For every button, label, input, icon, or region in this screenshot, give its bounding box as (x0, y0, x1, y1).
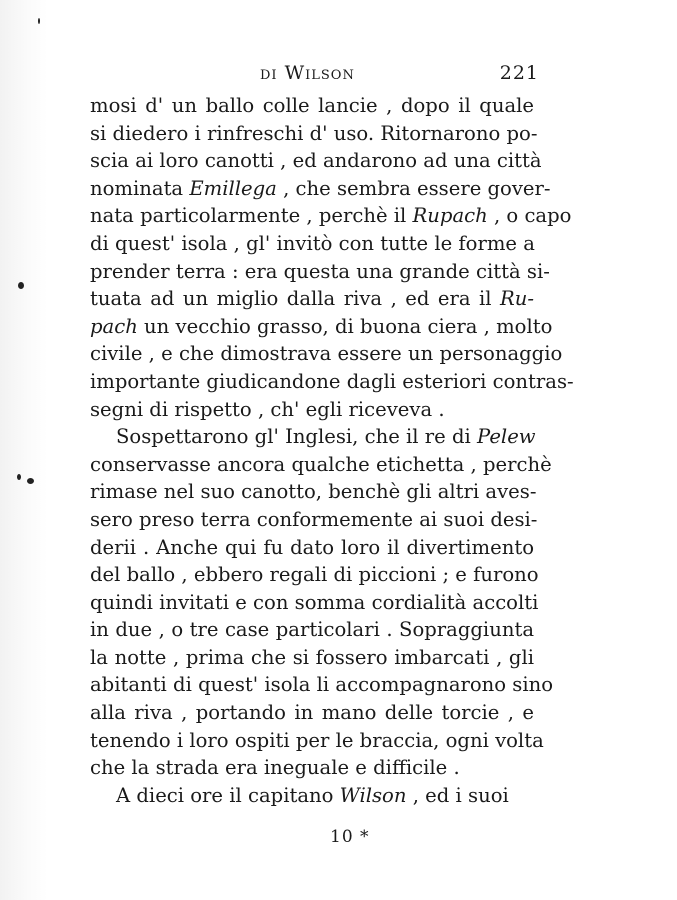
ink-speck (38, 18, 40, 24)
text-run: conservasse ancora qualche etichetta , perchè (90, 452, 552, 476)
text-line (90, 534, 534, 562)
text-run: quindi invitati e con somma cordialità accolti (90, 590, 539, 614)
text-line (90, 782, 534, 810)
text-line (90, 589, 539, 617)
text-run: che la strada era ineguale e difficile . (90, 756, 460, 780)
text-run: rimase nel suo canotto, benchè gli altri aves- (90, 480, 537, 504)
text-run: di quest' isola , gl' invitò con tutte le forme a (90, 231, 535, 255)
text-line (90, 616, 534, 644)
text-line (90, 451, 552, 479)
text-line (90, 147, 542, 175)
text-run: scia ai loro canotti , ed andarono ad una città (90, 149, 542, 173)
text-run: , o capo (487, 204, 572, 228)
text-line (90, 92, 534, 120)
text-line (90, 368, 574, 396)
text-run: in due , o tre case particolari . Sopraggiunta (90, 618, 534, 642)
text-line (90, 671, 554, 699)
text-line (90, 258, 550, 286)
text-line (90, 478, 537, 506)
text-line (90, 202, 572, 230)
text-line (90, 285, 534, 313)
text-line (90, 644, 534, 672)
text-run: nominata (90, 176, 190, 200)
ink-speck (27, 478, 34, 484)
text-run: A dieci ore il capitano (116, 783, 340, 807)
ink-speck (18, 282, 24, 289)
italic-text-run: pach (90, 314, 138, 338)
italic-text-run: Pelew (477, 425, 536, 449)
text-run: tenendo i loro ospiti per le braccia, ogni volta (90, 728, 544, 752)
text-run: abitanti di quest' isola li accompagnarono sino (90, 673, 554, 697)
text-line (90, 313, 553, 341)
text-run: un vecchio grasso, di buona ciera , molto (137, 314, 553, 338)
text-run: del ballo , ebbero regali di piccioni ; e furono (90, 563, 539, 587)
text-run: nata particolarmente , perchè il (90, 204, 413, 228)
body-text (90, 92, 574, 809)
text-run: mosi d' un ballo colle lancie , dopo il quale (90, 94, 534, 117)
text-run: alla riva , portando in mano delle torcie , e (90, 701, 534, 725)
text-run: importante giudicandone dagli esteriori contras- (90, 369, 574, 393)
text-run: civile , e che dimostrava essere un personaggio (90, 342, 563, 366)
page-number: 221 (499, 62, 539, 84)
text-run: , che sembra essere gover- (276, 176, 551, 200)
ink-speck (17, 474, 21, 480)
text-line (90, 727, 544, 755)
text-run: sero preso terra conformemente ai suoi desi- (90, 507, 538, 531)
italic-text-run: Ru- (500, 287, 534, 311)
text-line (90, 423, 534, 451)
text-run: si diedero i rinfreschi d' uso. Ritornarono po- (90, 121, 538, 145)
text-line (90, 396, 534, 424)
text-run: la notte , prima che si fossero imbarcati , gli (90, 645, 534, 669)
text-run: derii . Anche qui fu dato loro il divertimento (90, 535, 534, 559)
binding-shadow (0, 0, 48, 900)
signature-mark: 10 * (330, 827, 370, 847)
text-line (90, 175, 551, 203)
text-run: Sospettarono gl' Inglesi, che il re di (116, 425, 478, 449)
text-run: segni di rispetto , ch' egli riceveva . (90, 397, 445, 421)
text-run: prender terra : era questa una grande città si- (90, 259, 550, 283)
text-line (90, 699, 534, 727)
text-run: , ed i suoi (406, 783, 509, 807)
text-run: tuata ad un miglio dalla riva , ed era il (90, 287, 500, 311)
italic-text-run: Wilson (339, 783, 407, 807)
text-line (90, 561, 539, 589)
text-line (90, 754, 534, 782)
text-line (90, 120, 538, 148)
italic-text-run: Rupach (412, 204, 488, 228)
running-head (90, 62, 539, 88)
text-line (90, 506, 538, 534)
running-title: di Wilson (260, 62, 355, 84)
italic-text-run: Emillega (189, 176, 277, 200)
text-line (90, 230, 534, 258)
text-line (90, 340, 563, 368)
